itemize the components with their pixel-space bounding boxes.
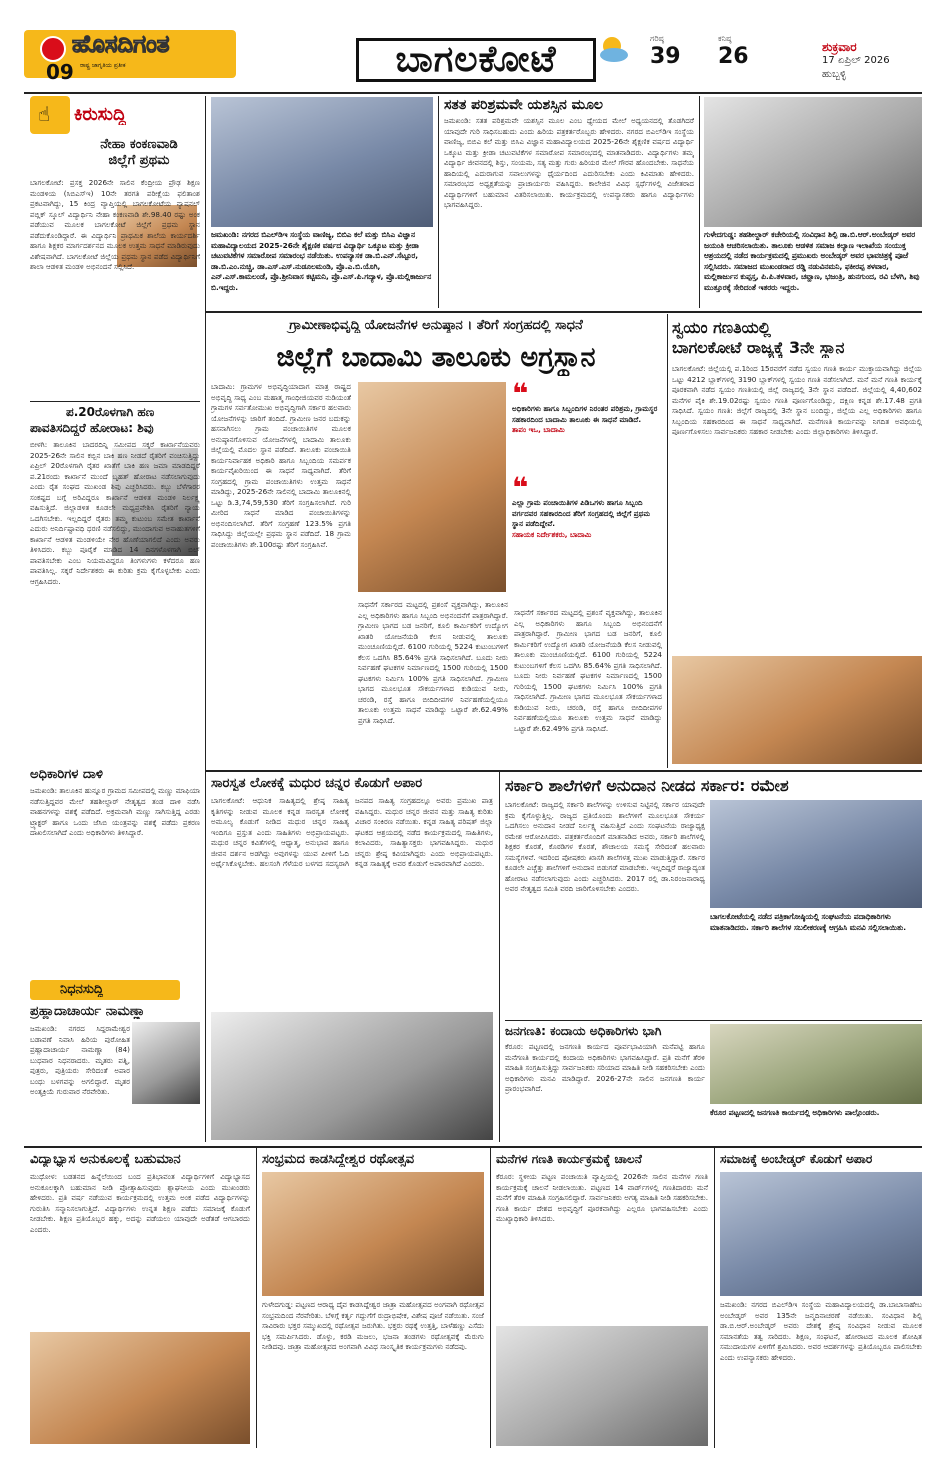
min-temp-block: ಕನಿಷ್ಠ 26: [718, 34, 749, 69]
story1-headline: ನೇಹಾ ಕಂಕಣವಾಡಿ ಜಿಲ್ಲೆಗೆ ಪ್ರಥಮ: [100, 137, 178, 168]
bottom-story4-headline: ಸಮಾಜಕ್ಕೆ ಅಂಬೇಡ್ಕರ್ ಕೊಡುಗೆ ಅಪಾರ: [720, 1152, 873, 1166]
page-number: 09: [46, 60, 74, 84]
lead-body-col1: ಬಾದಾಮಿ: ಗ್ರಾಮಗಳ ಅಭಿವೃದ್ಧಿಯಾದಾಗ ಮಾತ್ರ ರಾಷ್ಟ್ರದ ಅಭಿವೃದ್ಧಿ ಸಾಧ್ಯ ಎಂಬ ಮಹಾತ್ಮ ಗಾಂಧೀಜಿಯವರ ನುಡಿಯಂತೆ ಗ್ರಾಮಗಳ ಸರ್ವತೋಮುಖ ಅಭಿವೃದ್ಧಿಗಾಗಿ ಸರ್ಕಾರ ಹಲವಾರು ಯೋಜನೆಗಳನ್ನು ಜಾರಿಗೆ ತಂದಿದೆ. ಗ್ರಾಮೀಣ ಜನರ ಬದುಕನ್ನು ಹಸನಾಗಿಸಲು ಗ್ರಾಮ ಪಂಚಾಯಿತಿಗಳ ಮೂಲಕ ಅನುಷ್ಠಾನಗೊಳಿಸುವ ಯೋಜನೆಗಳಲ್ಲಿ ಬಾದಾಮಿ ತಾಲೂಕು ಜಿಲ್ಲೆಯಲ್ಲಿ ಮೊದಲ ಸ್ಥಾನ ಪಡೆದಿದೆ. ತಾಲೂಕು ಪಂಚಾಯಿತಿ ಕಾರ್ಯನಿರ್ವಾಹಕ ಅಧಿಕಾರಿ ಹಾಗೂ ಸಿಬ್ಬಂದಿಯ ಸಮರ್ಪಕ ಕಾರ್ಯವೈಖರಿಯಿಂದ ಈ ಸಾಧನೆ ಸಾಧ್ಯವಾಗಿದೆ. ತೆರಿಗೆ ಸಂಗ್ರಹದಲ್ಲಿ ಗ್ರಾಮ ಪಂಚಾಯಿತಿಗಳು ಉತ್ತಮ ಸಾಧನೆ ಮಾಡಿದ್ದು, 2025-26ನೇ ಸಾಲಿನಲ್ಲಿ ಬಾದಾಮಿ ತಾಲೂಕಿನಲ್ಲಿ ಒಟ್ಟು ಡಿ.3,74,59,530 ತೆರಿಗೆ ಸಂಗ್ರಹಿಸಲಾಗಿದೆ. ಗುರಿ ಮೀರಿದ ಸಾಧನೆ ಮಾಡಿದ ಪಂಚಾಯಿತಿಗಳನ್ನು ಅಭಿನಂದಿಸಲಾಗಿದೆ. ತೆರಿಗೆ ಸಂಗ್ರಹಣೆ 123.5% ಪ್ರಗತಿ ಸಾಧಿಸಿದ್ದು ಜಿಲ್ಲೆಯಲ್ಲೇ ಪ್ರಥಮ ಸ್ಥಾನ ಪಡೆದಿದೆ. 18 ಗ್ರಾಮ ಪಂಚಾಯಿತಿಗಳು ಶೇ.100ರಷ್ಟು ತೆರಿಗೆ ಸಂಗ್ರಹಿಸಿವೆ.: [211, 382, 351, 549]
obit-body: ಜಮಖಂಡಿ: ನಗರದ ಸಿದ್ದರಾಮೇಶ್ವರ ಬಡಾವಣೆ ನಿವಾಸಿ ಹಿರಿಯ ಪುರೋಹಿತ ಪ್ರಹ್ಲಾದಾಚಾರ್ಯ ನಾಮಣ್ಣಾ (84) ಬುಧವಾರ ನಿಧನರಾದರು. ಮೃತರು ಪತ್ನಿ, ಪುತ್ರರು, ಪುತ್ರಿಯರು ಸೇರಿದಂತೆ ಅಪಾರ ಬಂಧು ಬಳಗವನ್ನು ಅಗಲಿದ್ದಾರೆ. ಮೃತರ ಅಂತ್ಯಕ್ರಿಯೆ ಗುರುವಾರ ನೆರವೇರಿತು.: [30, 1024, 130, 1096]
right-story-photo: [672, 656, 922, 764]
bottom-story3-photo: [496, 1326, 708, 1446]
column-divider: [499, 772, 500, 1142]
lead-body-col2: ಸಾಧನೆಗೆ ಸರ್ಕಾರದ ಮಟ್ಟದಲ್ಲಿ ಪ್ರಶಂಸೆ ವ್ಯಕ್ತವಾಗಿದ್ದು, ತಾಲೂಕಿನ ಎಲ್ಲ ಅಧಿಕಾರಿಗಳು ಹಾಗೂ ಸಿಬ್ಬಂದಿ ಅಭಿನಂದನೆಗೆ ಪಾತ್ರರಾಗಿದ್ದಾರೆ. ಗ್ರಾಮೀಣ ಭಾಗದ ಬಡ ಜನರಿಗೆ, ಕೂಲಿ ಕಾರ್ಮಿಕರಿಗೆ ಉದ್ಯೋಗ ಖಾತರಿ ಯೋಜನೆಯಡಿ ಕೆಲಸ ನೀಡುವಲ್ಲಿ ತಾಲೂಕು ಮುಂಚೂಣಿಯಲ್ಲಿದೆ. 6100 ಗುರಿಯಲ್ಲಿ 5224 ಕುಟುಂಬಗಳಿಗೆ ಕೆಲಸ ಒದಗಿಸಿ 85.64% ಪ್ರಗತಿ ಸಾಧಿಸಲಾಗಿದೆ. ಬೂದು ನೀರು ನಿರ್ವಹಣೆ ಘಟಕಗಳ ನಿರ್ಮಾಣದಲ್ಲಿ 1500 ಗುರಿಯಲ್ಲಿ 1500 ಘಟಕಗಳು ನಿರ್ಮಿಸಿ 100% ಪ್ರಗತಿ ಸಾಧಿಸಲಾಗಿದೆ. ಗ್ರಾಮೀಣ ಭಾಗದ ಮೂಲಭೂತ ಸೌಕರ್ಯಗಳಾದ ಕುಡಿಯುವ ನೀರು, ಚರಂಡಿ, ರಸ್ತೆ ಹಾಗೂ ಬೀದಿದೀಪಗಳ ನಿರ್ವಹಣೆಯಲ್ಲಿಯೂ ತಾಲೂಕು ಉತ್ತಮ ಸಾಧನೆ ಮಾಡಿದ್ದು ಒಟ್ಟಾರೆ ಶೇ.62.49% ಪ್ರಗತಿ ಸಾಧಿಸಿದೆ.: [358, 600, 508, 725]
masthead-tagline: ರಾಷ್ಟ್ರ ಜಾಗೃತಿಯ ಪ್ರತೀಕ: [80, 62, 126, 69]
story2-headline: ಪ.20ರೊಳಗಾಗಿ ಹಣ ಪಾವತಿಸದಿದ್ದರೆ ಹೋರಾಟ: ಶಿವು: [30, 405, 155, 435]
bottom-story3-headline: ಮನೆಗಳ ಗಣತಿ ಕಾರ್ಯಕ್ರಮಕ್ಕೆ ಚಾಲನೆ: [496, 1152, 642, 1166]
bottom-story4-photo: [720, 1172, 922, 1296]
column-divider: [714, 1148, 715, 1448]
mid-story2-headline: ಸರ್ಕಾರಿ ಶಾಲೆಗಳಿಗೆ ಅನುದಾನ ನೀಡದ ಸರ್ಕಾರ: ರಮೇಶ: [505, 776, 789, 795]
quote1-block: ❝ ಅಧಿಕಾರಿಗಳು ಹಾಗೂ ಸಿಬ್ಬಂದಿಗಳ ನಿರಂತರ ಪರಿಶ್ರಮ, ಗ್ರಾಮಸ್ಥರ ಸಹಕಾರದಿಂದ ಬಾದಾಮಿ ತಾಲೂಕು ಈ ಸಾಧನೆ ಮಾಡಿದೆ. ತಾಪಂ ಇಒ, ಬಾದಾಮಿ: [512, 384, 662, 436]
edition-city: ಬಾಗಲಕೋಟೆ: [356, 38, 596, 82]
obit-headline: ಪ್ರಹ್ಲಾದಾಚಾರ್ಯ ನಾಮಣ್ಣಾ: [30, 1004, 146, 1019]
story1-body: ಬಾಗಲಕೋಟೆ: ಪ್ರಸಕ್ತ 2026ನೇ ಸಾಲಿನ ಕೆಂದ್ರೀಯ ಪ್ರೌಢ ಶಿಕ್ಷಣ ಮಂಡಳಿಯ (ಸಿಬಿಎಸ್‌ಇ) 10ನೇ ತರಗತಿ ಪರೀಕ್ಷೆಯ ಫಲಿತಾಂಶ ಪ್ರಕಟವಾಗಿದ್ದು, 15 ಕಿಂದ್ರ ವ್ಯಾಪ್ತಿಯಲ್ಲಿ ಬಾಗಲಕೋಟೆಯ ನ್ಯಾಷನಲ್ ಪಬ್ಲಿಕ್ ಸ್ಕೂಲ್ ವಿದ್ಯಾರ್ಥಿನಿ ನೇಹಾ ಕಂಕಣವಾಡಿ ಶೇ.98.40 ರಷ್ಟು ಅಂಕ ಪಡೆಯುವ ಮೂಲಕ ಬಾಗಲಕೋಟೆ ಜಿಲ್ಲೆಗೆ ಪ್ರಥಮ ಸ್ಥಾನ ಪಡೆದುಕೊಂಡಿದ್ದಾರೆ. ಈ ವಿದ್ಯಾರ್ಥಿನಿ ಪ್ರಾಥಮಿಕ ಶಾಲೆಯ ಕಾರ್ಯದರ್ಶಿ ಹಾಗೂ ಶಿಕ್ಷಕರ ಮಾರ್ಗದರ್ಶನದ ಮೂಲಕ ಉತ್ತಮ ಸಾಧನೆ ಮಾಡಿರುವುದು ವಿಶೇಷವಾಗಿದೆ. ಬಾಗಲಕೋಟೆ ಜಿಲ್ಲೆಯ ಪ್ರಥಮ ಸ್ಥಾನ ಪಡೆದ ವಿದ್ಯಾರ್ಥಿನಿಗೆ ಶಾಲಾ ಆಡಳಿತ ಮಂಡಳಿ ಅಭಿನಂದನೆ ಸಲ್ಲಿಸಿದೆ.: [30, 178, 200, 271]
top-photo-1: [211, 97, 433, 227]
mid-story3-photo-caption: ಕೆರೂರ ಪಟ್ಟಣದಲ್ಲಿ ಜನಗಣತಿ ಕಾರ್ಯದಲ್ಲಿ ಅಧಿಕಾರಿಗಳು ಪಾಲ್ಗೊಂಡರು.: [710, 1108, 880, 1117]
section-rule: [205, 770, 922, 772]
story2-body: ಬೀಳಗಿ: ತಾಲೂಕಿನ ಬಾದರದಿನ್ನಿ ಸಮೀಪದ ಸಕ್ಕರೆ ಕಾರ್ಖಾನೆಯವರು 2025-26ನೇ ಸಾಲಿನ ಕಬ್ಬಿನ ಬಾಕಿ ಹಣ ನೀಡದೆ ರೈತರಿಗೆ ವಂಚಿಸುತ್ತಿದ್ದು ಏಪ್ರಿಲ್ 20ರೊಳಗಾಗಿ ರೈತರ ಖಾತೆಗೆ ಬಾಕಿ ಹಣ ಜಮಾ ಮಾಡದಿದ್ದರೆ ಪ.21ರಂದು ಕಾರ್ಖಾನೆ ಮುಂದೆ ಬೃಹತ್ ಹೋರಾಟ ನಡೆಸಲಾಗುವುದು ಎಂದು ರೈತ ಸಂಘದ ಮುಖಂಡ ಶಿವು ಎಚ್ಚರಿಸಿದರು. ಕಬ್ಬು ಬೆಳೆಗಾರರ ಸಂಕಷ್ಟದ ಬಗ್ಗೆ ಅರಿವಿದ್ದರೂ ಕಾರ್ಖಾನೆ ಆಡಳಿತ ಮಂಡಳಿ ನಿರ್ಲಕ್ಷ್ಯ ವಹಿಸುತ್ತಿದೆ. ಜಿಲ್ಲಾಡಳಿತ ಕೂಡಲೇ ಮಧ್ಯಪ್ರವೇಶಿಸಿ ರೈತರಿಗೆ ನ್ಯಾಯ ಒದಗಿಸಬೇಕು. ಇಲ್ಲದಿದ್ದರೆ ರೈತರು ತಮ್ಮ ಕುಟುಂಬ ಸಮೇತ ಕಾರ್ಖಾನೆ ಎದುರು ಅನಿರ್ದಿಷ್ಟಾವಧಿ ಧರಣಿ ನಡೆಸಲಿದ್ದು, ಮುಂದಾಗುವ ಅನಾಹುತಗಳಿಗೆ ಕಾರ್ಖಾನೆ ಆಡಳಿತ ಮಂಡಳಿಯೇ ನೇರ ಹೊಣೆಯಾಗಲಿದೆ ಎಂದು ಅವರು ತಿಳಿಸಿದರು. ಕಬ್ಬು ಪೂರೈಕೆ ಮಾಡಿದ 14 ದಿನಗಳೊಳಗಾಗಿ ಬಿಲ್ ಪಾವತಿಸಬೇಕು ಎಂಬ ನಿಯಮವಿದ್ದರೂ ತಿಂಗಳುಗಳು ಕಳೆದರೂ ಹಣ ಪಾವತಿಸಿಲ್ಲ. ಸಕ್ಕರೆ ನಿರ್ದೇಶಕರು ಈ ಕುರಿತು ಕ್ರಮ ಕೈಗೊಳ್ಳಬೇಕು ಎಂದು ಆಗ್ರಹಿಸಿದರು.: [30, 440, 200, 586]
top-photo-2: [704, 97, 922, 227]
obit-badge: [30, 980, 180, 1000]
divider: [505, 1020, 922, 1021]
bottom-story4-body: ಜಮಖಂಡಿ: ನಗರದ ಬಿಎಲ್‌ಡಿಇ ಸಂಸ್ಥೆಯ ಮಹಾವಿದ್ಯಾಲಯದಲ್ಲಿ ಡಾ.ಬಾಬಾಸಾಹೇಬ ಅಂಬೇಡ್ಕರ್ ಅವರ 135ನೇ ಜನ್ಮದಿನಾಚರಣೆ ನಡೆಯಿತು. ಸಂವಿಧಾನ ಶಿಲ್ಪಿ ಡಾ.ಬಿ.ಆರ್.ಅಂಬೇಡ್ಕರ್ ಅವರು ದೇಶಕ್ಕೆ ಶ್ರೇಷ್ಠ ಸಂವಿಧಾನ ನೀಡುವ ಮೂಲಕ ಸಮಾನತೆಯ ತತ್ವ ಸಾರಿದರು. ಶಿಕ್ಷಣ, ಸಂಘಟನೆ, ಹೋರಾಟದ ಮೂಲಕ ಶೋಷಿತ ಸಮುದಾಯಗಳ ಏಳಿಗೆಗೆ ಶ್ರಮಿಸಿದರು. ಅವರ ಆದರ್ಶಗಳನ್ನು ಪ್ರತಿಯೊಬ್ಬರೂ ಪಾಲಿಸಬೇಕು ಎಂದು ಉಪನ್ಯಾಸಕರು ಹೇಳಿದರು.: [720, 1300, 922, 1362]
date-block: [822, 40, 890, 82]
mid-story1-photo: [211, 1012, 493, 1140]
divider: [30, 401, 200, 402]
mid-story1-body: ಬಾಗಲಕೋಟೆ: ಆಧುನಿಕ ಸಾಹಿತ್ಯದಲ್ಲಿ ಶ್ರೇಷ್ಠ ಸಾಹಿತ್ಯ ಕೃತಿಗಳನ್ನು ನೀಡುವ ಮೂಲಕ ಕನ್ನಡ ಸಾರಸ್ವತ ಲೋಕಕ್ಕೆ ಅಮೂಲ್ಯ ಕೊಡುಗೆ ನೀಡಿದ ಮಧುರ ಚನ್ನರ ಸಾಹಿತ್ಯ ಇಂದಿಗೂ ಪ್ರಸ್ತುತ ಎಂದು ಸಾಹಿತಿಗಳು ಅಭಿಪ್ರಾಯಪಟ್ಟರು. ಮಧುರ ಚನ್ನರ ಕವಿತೆಗಳಲ್ಲಿ ಆಧ್ಯಾತ್ಮ, ಅನುಭಾವ ಹಾಗೂ ಜೀವನ ದರ್ಶನ ಅಡಗಿದ್ದು ಅವುಗಳನ್ನು ಯುವ ಪೀಳಿಗೆ ಓದಿ ಅರ್ಥೈಸಿಕೊಳ್ಳಬೇಕು. ಹಲಸಂಗಿ ಗೆಳೆಯರ ಬಳಗದ ಸದಸ್ಯರಾಗಿ ಜನಪದ ಸಾಹಿತ್ಯ ಸಂಗ್ರಹದಲ್ಲೂ ಅವರು ಪ್ರಮುಖ ಪಾತ್ರ ವಹಿಸಿದ್ದರು. ಮಧುರ ಚನ್ನರ ಜೀವನ ಮತ್ತು ಸಾಹಿತ್ಯ ಕುರಿತು ವಿಚಾರ ಸಂಕಿರಣ ನಡೆಯಿತು. ಕನ್ನಡ ಸಾಹಿತ್ಯ ಪರಿಷತ್ ಜಿಲ್ಲಾ ಘಟಕದ ಆಶ್ರಯದಲ್ಲಿ ನಡೆದ ಕಾರ್ಯಕ್ರಮದಲ್ಲಿ ಸಾಹಿತಿಗಳು, ಕಲಾವಿದರು, ಸಾಹಿತ್ಯಾಸಕ್ತರು ಭಾಗವಹಿಸಿದ್ದರು. ಮಧುರ ಚನ್ನರು ಶ್ರೇಷ್ಠ ಕವಿಯಾಗಿದ್ದರು ಎಂದು ಅಭಿಪ್ರಾಯಪಟ್ಟರು. ಕನ್ನಡ ಸಾಹಿತ್ಯಕ್ಕೆ ಅವರ ಕೊಡುಗೆ ಅಪಾರವಾಗಿದೆ ಎಂದರು.: [211, 796, 493, 868]
lead-body-col3: ಸಾಧನೆಗೆ ಸರ್ಕಾರದ ಮಟ್ಟದಲ್ಲಿ ಪ್ರಶಂಸೆ ವ್ಯಕ್ತವಾಗಿದ್ದು, ತಾಲೂಕಿನ ಎಲ್ಲ ಅಧಿಕಾರಿಗಳು ಹಾಗೂ ಸಿಬ್ಬಂದಿ ಅಭಿನಂದನೆಗೆ ಪಾತ್ರರಾಗಿದ್ದಾರೆ. ಗ್ರಾಮೀಣ ಭಾಗದ ಬಡ ಜನರಿಗೆ, ಕೂಲಿ ಕಾರ್ಮಿಕರಿಗೆ ಉದ್ಯೋಗ ಖಾತರಿ ಯೋಜನೆಯಡಿ ಕೆಲಸ ನೀಡುವಲ್ಲಿ ತಾಲೂಕು ಮುಂಚೂಣಿಯಲ್ಲಿದೆ. 6100 ಗುರಿಯಲ್ಲಿ 5224 ಕುಟುಂಬಗಳಿಗೆ ಕೆಲಸ ಒದಗಿಸಿ 85.64% ಪ್ರಗತಿ ಸಾಧಿಸಲಾಗಿದೆ. ಬೂದು ನೀರು ನಿರ್ವಹಣೆ ಘಟಕಗಳ ನಿರ್ಮಾಣದಲ್ಲಿ 1500 ಗುರಿಯಲ್ಲಿ 1500 ಘಟಕಗಳು ನಿರ್ಮಿಸಿ 100% ಪ್ರಗತಿ ಸಾಧಿಸಲಾಗಿದೆ. ಗ್ರಾಮೀಣ ಭಾಗದ ಮೂಲಭೂತ ಸೌಕರ್ಯಗಳಾದ ಕುಡಿಯುವ ನೀರು, ಚರಂಡಿ, ರಸ್ತೆ ಹಾಗೂ ಬೀದಿದೀಪಗಳ ನಿರ್ವಹಣೆಯಲ್ಲಿಯೂ ತಾಲೂಕು ಉತ್ತಮ ಸಾಧನೆ ಮಾಡಿದ್ದು ಒಟ್ಟಾರೆ ಶೇ.62.49% ಪ್ರಗತಿ ಸಾಧಿಸಿದೆ.: [514, 608, 662, 733]
lead-headline: ಜಿಲ್ಲೆಗೆ ಬಾದಾಮಿ ತಾಲೂಕು ಅಗ್ರಸ್ಥಾನ: [276, 342, 596, 373]
column-divider: [438, 96, 439, 308]
top-photo-2-caption: ಗುಳೇದಗುಡ್ಡ: ತಹಶೀಲ್ದಾರ್ ಕಚೇರಿಯಲ್ಲಿ ಸಂವಿಧಾನ ಶಿಲ್ಪಿ ಡಾ.ಬಿ.ಆರ್.ಅಂಬೇಡ್ಕರ್ ಅವರ ಜಯಂತಿ ಆಚರಿಸಲಾಯಿತು. ತಾಲೂಕು ಆಡಳಿತ ಸಮಾಜ ಕಲ್ಯಾಣ ಇಲಾಖೆಯ ಸಂಯುಕ್ತ ಆಶ್ರಯದಲ್ಲಿ ನಡೆದ ಕಾರ್ಯಕ್ರಮದಲ್ಲಿ ಪ್ರಮುಖರು ಅಂಬೇಡ್ಕರ್ ಅವರ ಭಾವಚಿತ್ರಕ್ಕೆ ಪೂಜೆ ಸಲ್ಲಿಸಿದರು. ಸಮಾಜದ ಮುಖಂಡರಾದ ರಡ್ಡಿ ನಡುವಿನಮನಿ, ಫಕೀರಪ್ಪ ತಳವಾರ, ಮಲ್ಲಿಕಾರ್ಜುನ ಕುಪ್ಪಸ್ತ, ಪಿ.ಪಿ.ತಳವಾರ, ಚವ್ಹಾಣ, ಭಜಂತ್ರಿ, ಹುನಗುಂದ, ರವಿ ಬೆಳಗಿ, ಶಿವು ಮುತ್ತೂರಕ್ಕೆ ಸೇರಿದಂತೆ ಇತರರು ಇದ್ದರು.: [704, 230, 920, 292]
bottom-story1-body: ಮುಧೋಳ: ಬಡತನದ ಹಿನ್ನೆಲೆಯಿಂದ ಬಂದ ಪ್ರತಿಭಾವಂತ ವಿದ್ಯಾರ್ಥಿಗಳಿಗೆ ವಿದ್ಯಾಭ್ಯಾಸದ ಅನುಕೂಲಕ್ಕಾಗಿ ಬಹುಮಾನ ನೀಡಿ ಪ್ರೋತ್ಸಾಹಿಸುವುದು ಶ್ಲಾಘನೀಯ ಎಂದು ಮುಖಂಡರು ಹೇಳಿದರು. ಪ್ರತಿ ವರ್ಷ ನಡೆಯುವ ಕಾರ್ಯಕ್ರಮದಲ್ಲಿ ಉತ್ತಮ ಅಂಕ ಪಡೆದ ವಿದ್ಯಾರ್ಥಿಗಳನ್ನು ಗುರುತಿಸಿ ಸನ್ಮಾನಿಸಲಾಗುತ್ತಿದೆ. ವಿದ್ಯಾರ್ಥಿಗಳು ಉನ್ನತ ಶಿಕ್ಷಣ ಪಡೆದು ಸಮಾಜಕ್ಕೆ ಕೊಡುಗೆ ನೀಡಬೇಕು. ಶಿಕ್ಷಣ ಪ್ರತಿಯೊಬ್ಬರ ಹಕ್ಕು, ಅದನ್ನು ಪಡೆಯಲು ಯಾವುದೇ ಅಡೆತಡೆ ಆಗಬಾರದು ಎಂದರು.: [30, 1172, 250, 1234]
mid-story2-photo-caption: ಬಾಗಲಕೋಟೆಯಲ್ಲಿ ನಡೆದ ಪತ್ರಿಕಾಗೋಷ್ಠಿಯಲ್ಲಿ ಸಂಘಟನೆಯ ಪದಾಧಿಕಾರಿಗಳು ಮಾತನಾಡಿದರು. ಸರ್ಕಾರಿ ಶಾಲೆಗಳ ಸಬಲೀಕರಣಕ್ಕೆ ಆಗ್ರಹಿಸಿ ಮನವಿ ಸಲ್ಲಿಸಲಾಯಿತು.: [710, 912, 907, 932]
mid-story2-photo: [710, 800, 922, 908]
quote2-block: ❝ ಎಲ್ಲಾ ಗ್ರಾಮ ಪಂಚಾಯಿತಿಗಳ ಪಿಡಿಒಗಳು ಹಾಗೂ ಸಿಬ್ಬಂದಿ ವರ್ಗದವರ ಸಹಕಾರದಿಂದ ತೆರಿಗೆ ಸಂಗ್ರಹದಲ್ಲಿ ಜಿಲ್ಲೆಗೆ ಪ್ರಥಮ ಸ್ಥಾನ ಪಡೆದಿದ್ದೇವೆ. ಸಹಾಯಕ ನಿರ್ದೇಶಕರು, ಬಾದಾಮಿ: [512, 478, 662, 540]
obit-photo: [132, 1022, 200, 1104]
column-divider: [256, 1148, 257, 1448]
mid-story3-body: ಕೆರೂರ: ಪಟ್ಟಣದಲ್ಲಿ ಜನಗಣತಿ ಕಾರ್ಯದ ಪೂರ್ವಭಾವಿಯಾಗಿ ಮನೆಪಟ್ಟಿ ಹಾಗೂ ಮನೆಗಣತಿ ಕಾರ್ಯದಲ್ಲಿ ಕಂದಾಯ ಅಧಿಕಾರಿಗಳು ಭಾಗವಹಿಸಿದ್ದಾರೆ. ಪ್ರತಿ ಮನೆಗೆ ತೆರಳಿ ಮಾಹಿತಿ ಸಂಗ್ರಹಿಸುತ್ತಿದ್ದು ಸಾರ್ವಜನಿಕರು ಸರಿಯಾದ ಮಾಹಿತಿ ನೀಡಿ ಸಹಕರಿಸಬೇಕು ಎಂದು ಅಧಿಕಾರಿಗಳು ಮನವಿ ಮಾಡಿದ್ದಾರೆ. 2026-27ನೇ ಸಾಲಿನ ಜನಗಣತಿ ಕಾರ್ಯ ಪ್ರಾರಂಭವಾಗಿದೆ.: [505, 1042, 705, 1093]
quote-mark-icon: ❝: [512, 471, 529, 504]
max-temp-block: ಗರಿಷ್ಠ 39: [650, 34, 681, 69]
weekday: ಶುಕ್ರವಾರ: [822, 40, 857, 54]
lead-kicker: ಗ್ರಾಮೀಣಾಭಿವೃದ್ಧಿ ಯೋಜನೆಗಳ ಅನುಷ್ಠಾನ । ತೆರಿಗೆ ಸಂಗ್ರಹದಲ್ಲಿ ಸಾಧನೆ: [289, 318, 583, 333]
weather-sun-cloud-icon: [592, 34, 632, 64]
max-temp: 39: [650, 44, 681, 69]
section-rule: [24, 1146, 922, 1148]
section-rule: [205, 311, 922, 313]
bottom-story2-photo: [262, 1172, 484, 1296]
date: 17 ಏಪ್ರಿಲ್ 2026: [822, 55, 890, 66]
min-temp: 26: [718, 44, 749, 69]
masthead-rule: [24, 92, 922, 94]
mid-story3-photo: [710, 1024, 922, 1104]
story3-body: ಜಮಖಂಡಿ: ತಾಲೂಕಿನ ಹುನ್ನೂರ ಗ್ರಾಮದ ಸಮೀಪದಲ್ಲಿ ಮಣ್ಣು ಮಾಫಿಯಾ ನಡೆಸುತ್ತಿದ್ದವರ ಮೇಲೆ ತಹಶೀಲ್ದಾರ್ ನೇತೃತ್ವದ ತಂಡ ದಾಳಿ ನಡೆಸಿ ವಾಹನಗಳನ್ನು ವಶಕ್ಕೆ ಪಡೆದಿದೆ. ಅಕ್ರಮವಾಗಿ ಮಣ್ಣು ಸಾಗಿಸುತ್ತಿದ್ದ ಎರಡು ಟ್ರ್ಯಾಕ್ಟರ್ ಹಾಗೂ ಒಂದು ಜೆಸಿಬಿ ಯಂತ್ರವನ್ನು ವಶಕ್ಕೆ ಪಡೆದು ಪ್ರಕರಣ ದಾಖಲಿಸಲಾಗಿದೆ ಎಂದು ಅಧಿಕಾರಿಗಳು ತಿಳಿಸಿದ್ದಾರೆ.: [30, 786, 200, 837]
mid-story2-body: ಬಾಗಲಕೋಟೆ: ರಾಜ್ಯದಲ್ಲಿ ಸರ್ಕಾರಿ ಶಾಲೆಗಳನ್ನು ಉಳಿಸುವ ನಿಟ್ಟಿನಲ್ಲಿ ಸರ್ಕಾರ ಯಾವುದೇ ಕ್ರಮ ಕೈಗೊಳ್ಳುತ್ತಿಲ್ಲ. ರಾಜ್ಯದ ಪ್ರತಿಯೊಂದು ಶಾಲೆಗಳಿಗೆ ಮೂಲಭೂತ ಸೌಕರ್ಯ ಒದಗಿಸಲು ಅನುದಾನ ನೀಡದೆ ನಿರ್ಲಕ್ಷ್ಯ ವಹಿಸುತ್ತಿದೆ ಎಂದು ಸಂಘಟನೆಯ ರಾಜ್ಯಾಧ್ಯಕ್ಷ ರಮೇಶ ಆರೋಪಿಸಿದರು. ಪತ್ರಕರ್ತರೊಂದಿಗೆ ಮಾತನಾಡಿದ ಅವರು, ಸರ್ಕಾರಿ ಶಾಲೆಗಳಲ್ಲಿ ಶಿಕ್ಷಕರ ಕೊರತೆ, ಕೊಠಡಿಗಳ ಕೊರತೆ, ಶೌಚಾಲಯ ಸಮಸ್ಯೆ ಸೇರಿದಂತೆ ಹಲವಾರು ಸಮಸ್ಯೆಗಳಿವೆ. ಇದರಿಂದ ಪೋಷಕರು ಖಾಸಗಿ ಶಾಲೆಗಳತ್ತ ಮುಖ ಮಾಡುತ್ತಿದ್ದಾರೆ. ಸರ್ಕಾರ ಕೂಡಲೇ ಎಚ್ಚೆತ್ತು ಶಾಲೆಗಳಿಗೆ ಅನುದಾನ ಬಿಡುಗಡೆ ಮಾಡಬೇಕು. ಇಲ್ಲದಿದ್ದರೆ ರಾಜ್ಯಾದ್ಯಂತ ಹೋರಾಟ ನಡೆಸಲಾಗುವುದು ಎಂದು ಎಚ್ಚರಿಸಿದರು. 2017 ರಲ್ಲಿ ಡಾ.ನಿರಂಜನಾರಾಧ್ಯ ಅವರ ನೇತೃತ್ವದ ಸಮಿತಿ ವರದಿ ಜಾರಿಗೊಳಿಸಬೇಕು ಎಂದರು.: [505, 800, 705, 893]
pointing-hand-icon: ☝: [38, 102, 51, 126]
masthead-title: ಹೊಸದಿಗಂತ: [72, 30, 170, 58]
right-story-body: ಬಾಗಲಕೋಟೆ: ಜಿಲ್ಲೆಯಲ್ಲಿ ಪ.1ರಿಂದ 15ರವರೆಗೆ ನಡೆದ ಸ್ವಯಂ ಗಣತಿ ಕಾರ್ಯ ಮುಕ್ತಾಯವಾಗಿದ್ದು ಜಿಲ್ಲೆಯ ಒಟ್ಟು 4212 ಬ್ಲಾಕ್‌ಗಳಲ್ಲಿ 3190 ಬ್ಲಾಕ್‌ಗಳಲ್ಲಿ ಸ್ವಯಂ ಗಣತಿ ನಡೆಸಲಾಗಿದೆ. ಮನೆ ಮನೆ ಗಣತಿ ಕಾರ್ಯಕ್ಕೆ ಪೂರಕವಾಗಿ ನಡೆದ ಸ್ವಯಂ ಗಣತಿಯಲ್ಲಿ ಜಿಲ್ಲೆ ರಾಜ್ಯದಲ್ಲಿ 3ನೇ ಸ್ಥಾನ ಪಡೆದಿದೆ. ಜಿಲ್ಲೆಯಲ್ಲಿ 4,40,602 ಮನೆಗಳ ಪೈಕಿ ಶೇ.19.02ರಷ್ಟು ಸ್ವಯಂ ಗಣತಿ ಪೂರ್ಣಗೊಂಡಿದ್ದು, ದಕ್ಷಿಣ ಕನ್ನಡ ಶೇ.17.48 ಪ್ರಗತಿ ಸಾಧಿಸಿದೆ. ಸ್ವಯಂ ಗಣತಿ: ಜಿಲ್ಲೆಗೆ ರಾಜ್ಯದಲ್ಲಿ 3ನೇ ಸ್ಥಾನ ಬಂದಿದ್ದು, ಜಿಲ್ಲೆಯ ಎಲ್ಲ ಅಧಿಕಾರಿಗಳು ಹಾಗೂ ಸಿಬ್ಬಂದಿಯ ಸಹಕಾರದಿಂದ ಈ ಸಾಧನೆ ಸಾಧ್ಯವಾಗಿದೆ. ಮನೆಗಣತಿ ಕಾರ್ಯವನ್ನು ನಿಗದಿತ ಅವಧಿಯಲ್ಲಿ ಪೂರ್ಣಗೊಳಿಸಲು ಸಾರ್ವಜನಿಕರು ಸಹಕಾರ ನೀಡಬೇಕು ಎಂದು ಜಿಲ್ಲಾಧಿಕಾರಿಗಳು ತಿಳಿಸಿದ್ದಾರೆ.: [672, 364, 922, 436]
column-divider: [205, 96, 206, 1142]
mid-story3-headline: ಜನಗಣತಿ: ಕಂದಾಯ ಅಧಿಕಾರಿಗಳು ಭಾಗಿ: [505, 1024, 662, 1038]
column-divider: [490, 1148, 491, 1448]
column-divider: [699, 96, 700, 308]
column-divider: [667, 314, 668, 768]
bottom-story2-body: ಗುಳೇದಗುಡ್ಡ: ಪಟ್ಟಣದ ಆರಾಧ್ಯ ದೈವ ಕಾಡಸಿದ್ದೇಶ್ವರ ಜಾತ್ರಾ ಮಹೋತ್ಸವದ ಅಂಗವಾಗಿ ರಥೋತ್ಸವ ಸಂಭ್ರಮದಿಂದ ನೆರವೇರಿತು. ಬೆಳಿಗ್ಗೆ ಕರ್ತೃ ಗದ್ದುಗೆಗೆ ರುದ್ರಾಭಿಷೇಕ, ವಿಶೇಷ ಪೂಜೆ ನಡೆಯಿತು. ಸಂಜೆ ಸಾವಿರಾರು ಭಕ್ತರ ಸಮ್ಮುಖದಲ್ಲಿ ರಥೋತ್ಸವ ಜರುಗಿತು. ಭಕ್ತರು ರಥಕ್ಕೆ ಉತ್ತತ್ತಿ, ಬಾಳೆಹಣ್ಣು ಎಸೆದು ಭಕ್ತಿ ಸಮರ್ಪಿಸಿದರು. ಡೊಳ್ಳು, ಕರಡಿ ಮಜಲು, ಭಜನಾ ತಂಡಗಳು ರಥೋತ್ಸವಕ್ಕೆ ಮೆರುಗು ನೀಡಿದವು. ಜಾತ್ರಾ ಮಹೋತ್ಸವದ ಅಂಗವಾಗಿ ವಿವಿಧ ಸಾಂಸ್ಕೃತಿಕ ಕಾರ್ಯಕ್ರಮಗಳು ನಡೆದವು.: [262, 1300, 484, 1351]
right-story-headline: ಸ್ವಯಂ ಗಣತಿಯಲ್ಲಿ ಬಾಗಲಕೋಟೆ ರಾಜ್ಯಕ್ಕೆ 3ನೇ ಸ್ಥಾನ: [672, 318, 845, 357]
edition-name: ಹುಬ್ಬಳ್ಳಿ: [822, 69, 847, 80]
bottom-story3-body: ಕೆರೂರ: ಸ್ಥಳೀಯ ಪಟ್ಟಣ ಪಂಚಾಯಿತಿ ವ್ಯಾಪ್ತಿಯಲ್ಲಿ 2026ನೇ ಸಾಲಿನ ಮನೆಗಳ ಗಣತಿ ಕಾರ್ಯಕ್ರಮಕ್ಕೆ ಚಾಲನೆ ನೀಡಲಾಯಿತು. ಪಟ್ಟಣದ 14 ವಾರ್ಡ್‌ಗಳಲ್ಲಿ ಗಣತಿದಾರರು ಮನೆ ಮನೆಗೆ ತೆರಳಿ ಮಾಹಿತಿ ಸಂಗ್ರಹಿಸಲಿದ್ದಾರೆ. ಸಾರ್ವಜನಿಕರು ಅಗತ್ಯ ಮಾಹಿತಿ ನೀಡಿ ಸಹಕರಿಸಬೇಕು. ಗಣತಿ ಕಾರ್ಯ ದೇಶದ ಅಭಿವೃದ್ಧಿಗೆ ಪೂರಕವಾಗಿದ್ದು ಎಲ್ಲರೂ ಭಾಗವಹಿಸಬೇಕು ಎಂದು ಮುಖ್ಯಾಧಿಕಾರಿ ತಿಳಿಸಿದರು.: [496, 1172, 708, 1223]
top-story-body: ಜಮಖಂಡಿ: ಸತತ ಪರಿಶ್ರಮವೇ ಯಶಸ್ಸಿನ ಮೂಲ ಎಂಬ ಧ್ಯೇಯದ ಮೇಲೆ ಅಧ್ಯಯನದಲ್ಲಿ ತೊಡಗಿದರೆ ಯಾವುದೇ ಗುರಿ ಸಾಧಿಸಬಹುದು ಎಂದು ಹಿರಿಯ ಪತ್ರಕರ್ತರೊಬ್ಬರು ಹೇಳಿದರು. ನಗರದ ಬಿಎಲ್‌ಡಿಇ ಸಂಸ್ಥೆಯ ವಾಣಿಜ್ಯ, ಬಿಬಿಎ ಕಲೆ ಮತ್ತು ಬಿಸಿಎ ವಿಜ್ಞಾನ ಮಹಾವಿದ್ಯಾಲಯದ 2025-26ನೇ ಶೈಕ್ಷಣಿಕ ವರ್ಷದ ವಿದ್ಯಾರ್ಥಿ ಒಕ್ಕೂಟ ಮತ್ತು ಕ್ರೀಡಾ ಚಟುವಟಿಕೆಗಳ ಸಮಾರೋಪ ಸಮಾರಂಭದಲ್ಲಿ ಮಾತನಾಡಿದರು. ವಿದ್ಯಾರ್ಥಿಗಳು ತಮ್ಮ ವಿದ್ಯಾರ್ಥಿ ಜೀವನದಲ್ಲಿ ಶಿಸ್ತು, ಸಂಯಮ, ಸತ್ಯ ಮತ್ತು ಗುರು ಹಿರಿಯರ ಮೇಲೆ ಗೌರವ ಹೊಂದಬೇಕು. ಸಾಧನೆಯ ಹಾದಿಯಲ್ಲಿ ಎದುರಾಗುವ ಸವಾಲುಗಳನ್ನು ಧೈರ್ಯದಿಂದ ಎದುರಿಸಬೇಕು ಎಂದು ಕಿವಿಮಾತು ಹೇಳಿದರು. ಸಮಾರಂಭದ ಅಧ್ಯಕ್ಷತೆಯನ್ನು ಪ್ರಾಚಾರ್ಯರು ವಹಿಸಿದ್ದರು. ಕಾಲೇಜಿನ ವಿವಿಧ ಸ್ಪರ್ಧೆಗಳಲ್ಲಿ ವಿಜೇತರಾದ ವಿದ್ಯಾರ್ಥಿಗಳಿಗೆ ಬಹುಮಾನ ವಿತರಿಸಲಾಯಿತು. ಕಾರ್ಯಕ್ರಮದಲ್ಲಿ ಉಪನ್ಯಾಸಕರು ಹಾಗೂ ವಿದ್ಯಾರ್ಥಿಗಳು ಭಾಗವಹಿಸಿದ್ದರು.: [444, 116, 694, 209]
section-kirusuddi: ಕಿರುಸುದ್ದಿ: [74, 104, 127, 125]
story3-headline: ಅಧಿಕಾರಿಗಳ ದಾಳಿ: [30, 767, 103, 782]
lead-photo: [358, 382, 506, 592]
top-story-headline: ಸತತ ಪರಿಶ್ರಮವೇ ಯಶಸ್ಸಿನ ಮೂಲ: [444, 97, 603, 113]
mid-story1-headline: ಸಾರಸ್ವತ ಲೋಕಕ್ಕೆ ಮಧುರ ಚನ್ನರ ಕೊಡುಗೆ ಅಪಾರ: [211, 776, 423, 791]
bottom-story1-headline: ವಿದ್ಯಾಭ್ಯಾಸ ಅನುಕೂಲಕ್ಕೆ ಬಹುಮಾನ: [30, 1152, 181, 1167]
quote-mark-icon: ❝: [512, 377, 529, 410]
logo-emblem-icon: [40, 36, 66, 62]
bottom-story2-headline: ಸಂಭ್ರಮದ ಕಾಡಸಿದ್ದೇಶ್ವರ ರಥೋತ್ಸವ: [262, 1152, 415, 1167]
top-photo-1-caption: ಜಮಖಂಡಿ: ನಗರದ ಬಿಎಲ್‌ಡಿಇ ಸಂಸ್ಥೆಯ ವಾಣಿಜ್ಯ, ಬಿಬಿಎ ಕಲೆ ಮತ್ತು ಬಿಸಿಎ ವಿಜ್ಞಾನ ಮಹಾವಿದ್ಯಾಲಯದ 2025-26ನೇ ಶೈಕ್ಷಣಿಕ ವರ್ಷದ ವಿದ್ಯಾರ್ಥಿ ಒಕ್ಕೂಟ ಮತ್ತು ಕ್ರೀಡಾ ಚಟುವಟಿಕೆಗಳ ಸಮಾರೋಪ ಸಮಾರಂಭ ನಡೆಯಿತು. ಉಪನ್ಯಾಸಕ ಡಾ.ಬಿ.ಎನ್.ಸೆಟ್ಟೂರ, ಡಾ.ಬಿ.ಎಂ.ನುಚ್ಚಿ, ಡಾ.ಎಸ್.ಎಸ್.ನುಡೂಲಮಂಡಿ, ಪ್ರೊ.ಎ.ಬಿ.ಯೊಗಿ, ಎನ್.ಎಸ್.ಕಾಮಲಂಡೆ, ಪ್ರೊ.ಶ್ರೀನಿವಾಸ ಕಟ್ಟಿಮನಿ, ಪ್ರೊ.ಎಸ್.ಪಿ.ಗದ್ಯಾಳ, ಪ್ರೊ.ಮಲ್ಲಿಕಾರ್ಜುನ ಬಿ.ಇದ್ದರು.: [211, 230, 432, 292]
bottom-story1-photo: [30, 1332, 250, 1444]
section-nidhanasuddi: ನಿಧನಸುದ್ದಿ: [60, 982, 104, 997]
